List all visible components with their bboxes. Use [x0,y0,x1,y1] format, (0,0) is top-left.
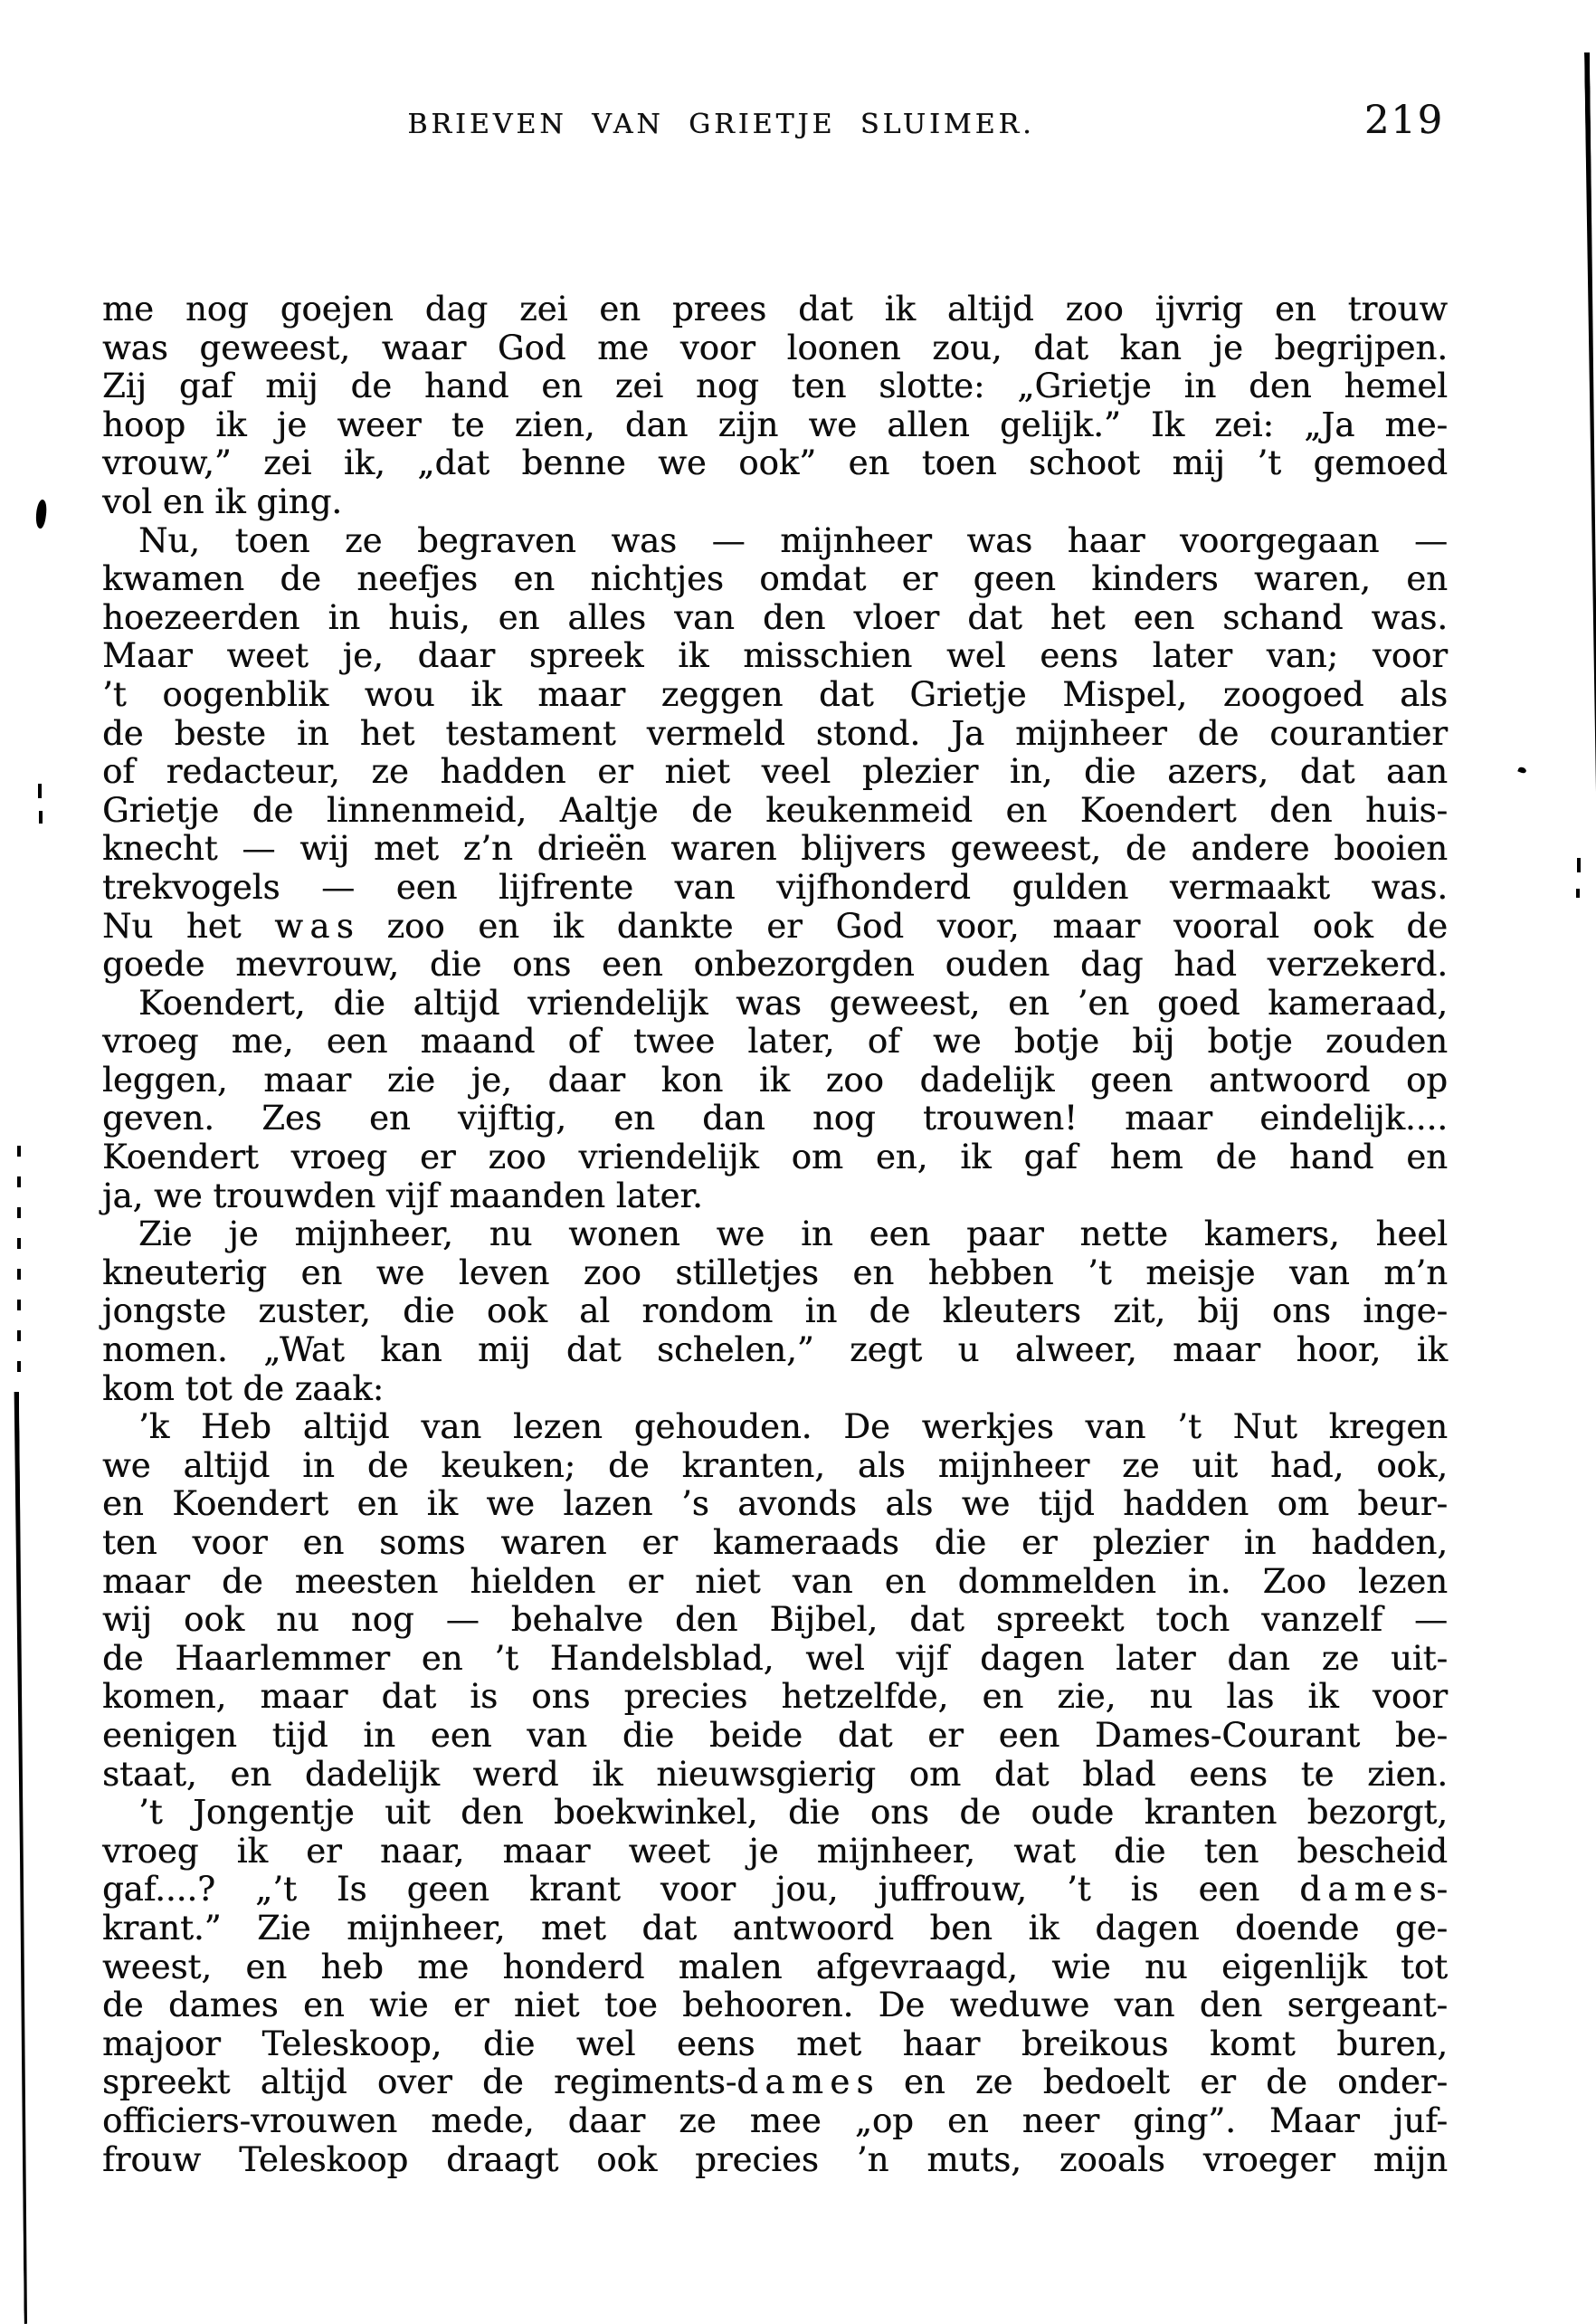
text-line: ’t Jongentje uit den boekwinkel, die ons de oude kranten bezorgt, [138,1793,1448,1833]
paragraph [102,522,1448,985]
text-line: Koendert, die altijd vriendelijk was geweest, en ’en goed kameraad, [138,983,1448,1023]
text-line: goede mevrouw, die ons een onbezorgden ouden dag had verzekerd. [102,945,1448,985]
scan-artifact-right-dot [1577,858,1581,872]
text-line: krant.” Zie mijnheer, met dat antwoord ben ik dagen doende ge- [102,1908,1448,1948]
text-line: knecht — wij met z’n drieën waren blijvers geweest, de andere booien [102,829,1448,869]
text-line: leggen, maar zie je, daar kon ik zoo dadelijk geen antwoord op [102,1060,1448,1100]
scan-artifact-ink-speck [38,784,42,798]
paragraph [102,1408,1448,1794]
text-line: of redacteur, ze hadden er niet veel plezier in, die azers, dat aan [102,752,1448,792]
text-line: Grietje de linnenmeid, Aaltje de keukenmeid en Koendert den huis- [102,790,1448,830]
text-line: frouw Teleskoop draagt ook precies ’n muts, zooals vroeger mijn [102,2139,1448,2179]
text-line: jongste zuster, die ook al rondom in de kleuters zit, bij ons inge- [102,1291,1448,1331]
text-line: we altijd in de keuken; de kranten, als mijnheer ze uit had, ook, [102,1445,1448,1485]
page-number: 219 [1363,98,1444,143]
text-line: hoezeerden in huis, en alles van den vloer dat het een schand was. [102,597,1448,637]
scan-artifact-right-dot [1576,889,1580,898]
running-head-title: BRIEVEN VAN GRIETJE SLUIMER. [407,109,1035,140]
text-line: trekvogels — een lijfrente van vijfhonderd gulden vermaakt was. [102,867,1448,907]
text-line: ja, we trouwden vijf maanden later. [102,1176,703,1215]
scan-artifact-ink-blob [34,499,48,529]
text-line: eenigen tijd in een van die beide dat er een Dames-Courant be- [102,1715,1448,1755]
text-line: Nu, toen ze begraven was — mijnheer was haar voorgegaan — [138,520,1448,560]
text-line: de beste in het testament vermeld stond. Ja mijnheer de courantier [102,713,1448,753]
paragraph [102,1794,1448,2179]
text-line: vrouw,” zei ik, „dat benne we ook” en toen schoot mij ’t gemoed [102,443,1448,483]
text-line: majoor Teleskoop, die wel eens met haar breikous komt buren, [102,2024,1448,2063]
text-line: Nu het w a s zoo en ik dankte er God voor, maar vooral ook de [102,906,1448,946]
text-line: vroeg me, een maand of twee later, of we botje bij botje zouden [102,1022,1448,1062]
text-line: staat, en dadelijk werd ik nieuwsgierig om dat blad eens te zien. [102,1754,1448,1794]
text-line: officiers-vrouwen mede, daar ze mee „op en neer ging”. Maar juf- [102,2100,1448,2140]
paragraph [102,1215,1448,1408]
text-line: en Koendert en ik we lazen ’s avonds als we tijd hadden om beur- [102,1484,1448,1524]
text-line: weest, en heb me honderd malen afgevraagd, wie nu eigenlijk tot [102,1947,1448,1986]
text-line: de Haarlemmer en ’t Handelsblad, wel vijf dagen later dan ze uit- [102,1638,1448,1678]
text-line: vol en ik ging. [102,481,343,521]
text-line: maar de meesten hielden er niet van en dommelden in. Zoo lezen [102,1561,1448,1601]
scan-artifact-right-edge-line [1584,52,1596,822]
text-line: gaf....? „’t Is geen krant voor jou, juffrouw, ’t is een d a m e s- [102,1870,1448,1910]
text-line: Zij gaf mij de hand en zei nog ten slotte: „Grietje in den hemel [102,367,1448,406]
text-line: nomen. „Wat kan mij dat schelen,” zegt u alweer, maar hoor, ik [102,1330,1448,1370]
paragraph [102,290,1448,522]
scan-artifact-left-edge-line [14,1392,30,2324]
scan-artifact-left-edge-dashes [17,1146,21,1392]
text-line: ’k Heb altijd van lezen gehouden. De werkjes van ’t Nut kregen [138,1407,1448,1447]
text-line: vroeg ik er naar, maar weet je mijnheer, wat die ten bescheid [102,1831,1448,1871]
text-line: was geweest, waar God me voor loonen zou, dat kan je begrijpen. [102,328,1448,367]
paragraph [102,985,1448,1216]
scan-artifact-ink-speck [39,811,43,824]
text-line: Zie je mijnheer, nu wonen we in een paar nette kamers, heel [138,1214,1448,1254]
text-line: kom tot de zaak: [102,1368,385,1408]
text-line: ’t oogenblik wou ik maar zeggen dat Grietje Mispel, zoogoed als [102,674,1448,714]
text-line: ten voor en soms waren er kameraads die er plezier in hadden, [102,1523,1448,1562]
text-line: me nog goejen dag zei en prees dat ik altijd zoo ijvrig en trouw [102,290,1448,329]
text-line: hoop ik je weer te zien, dan zijn we allen gelijk.” Ik zei: „Ja me- [102,405,1448,444]
text-line: Maar weet je, daar spreek ik misschien wel eens later van; voor [102,636,1448,676]
text-line: de dames en wie er niet toe behooren. De weduwe van den sergeant- [102,1986,1448,2025]
text-block [102,290,1448,2179]
text-line: geven. Zes en vijftig, en dan nog trouwen! maar eindelijk.... [102,1099,1448,1138]
text-line: komen, maar dat is ons precies hetzelfde, en zie, nu las ik voor [102,1677,1448,1717]
text-line: spreekt altijd over de regiments-d a m e s en ze bedoelt er de onder- [102,2062,1448,2102]
text-line: kwamen de neefjes en nichtjes omdat er geen kinders waren, en [102,559,1448,599]
scan-artifact-ink-speck [1517,767,1527,775]
text-line: wij ook nu nog — behalve den Bijbel, dat spreekt toch vanzelf — [102,1600,1448,1640]
text-line: Koendert vroeg er zoo vriendelijk om en, ik gaf hem de hand en [102,1138,1448,1177]
text-line: kneuterig en we leven zoo stilletjes en hebben ’t meisje van m’n [102,1252,1448,1292]
